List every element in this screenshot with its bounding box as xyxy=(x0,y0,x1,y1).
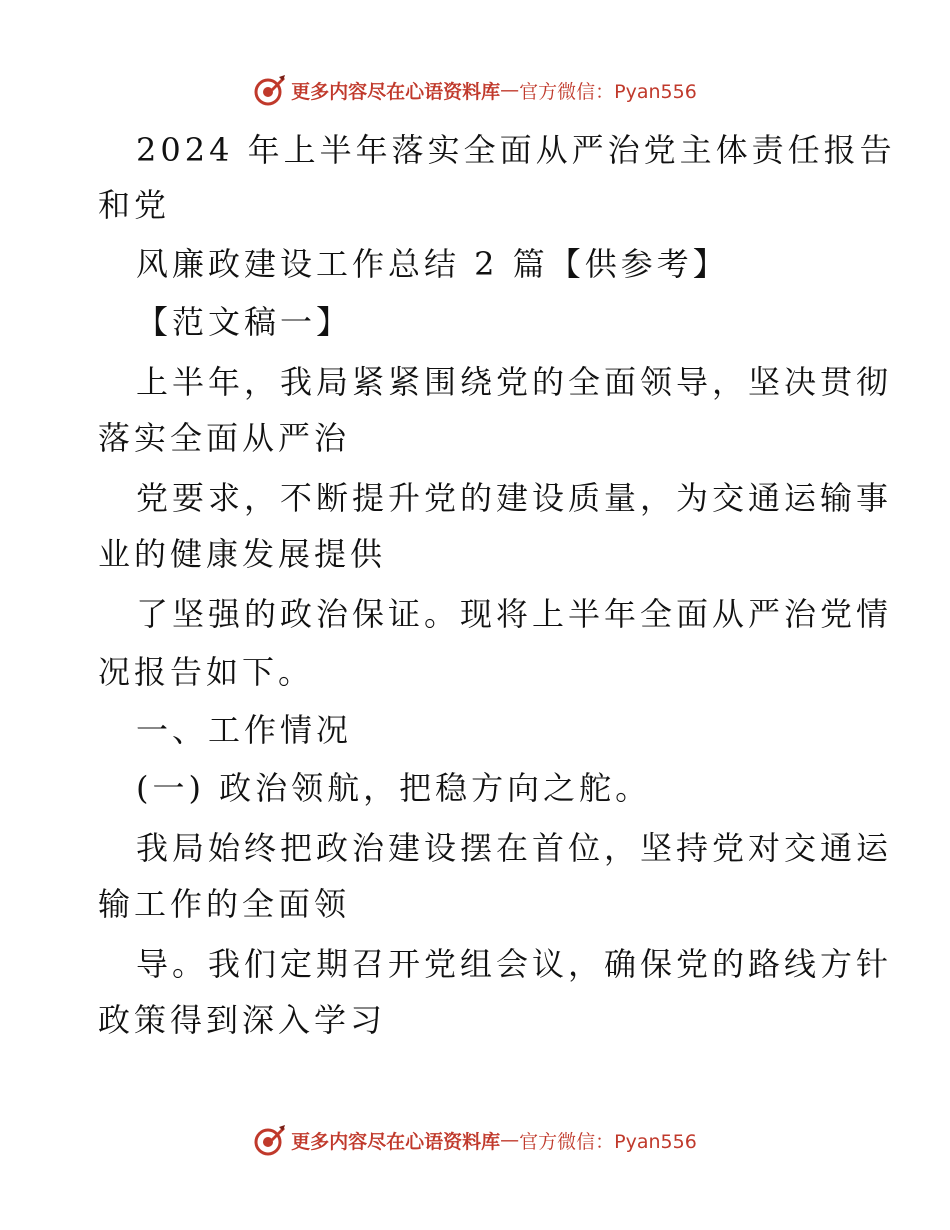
paragraph-line: 况报告如下。 xyxy=(98,653,315,691)
paragraph-line: 业的健康发展提供 xyxy=(98,535,387,573)
title-line-1: 2024 年上半年落实全面从严治党主体责任报告 xyxy=(136,131,896,169)
header-banner-text: 更多内容尽在心语资料库 xyxy=(291,80,501,103)
footer-banner-separator: — xyxy=(500,1129,520,1151)
paragraph-line: 上半年，我局紧紧围绕党的全面领导，坚决贯彻 xyxy=(136,363,893,401)
header-banner-separator: — xyxy=(500,79,520,101)
paragraph-line: 落实全面从严治 xyxy=(98,419,351,457)
footer-banner-text: 更多内容尽在心语资料库 xyxy=(291,1130,501,1153)
header-banner-contact: 官方微信：Pyan556 xyxy=(519,80,697,103)
title-line-2: 和党 xyxy=(98,186,171,224)
paragraph-line: 我局始终把政治建设摆在首位，坚持党对交通运 xyxy=(136,829,893,867)
pen-nib-logo-icon xyxy=(253,73,287,107)
header-banner xyxy=(0,70,950,110)
footer-banner-contact: 官方微信：Pyan556 xyxy=(519,1130,697,1153)
paragraph-line: 导。我们定期召开党组会议，确保党的路线方针 xyxy=(136,945,893,983)
paragraph-line: 党要求，不断提升党的建设质量，为交通运输事 xyxy=(136,479,893,517)
title-line-3: 风廉政建设工作总结 2 篇【供参考】 xyxy=(136,245,729,283)
pen-nib-logo-icon xyxy=(253,1123,287,1157)
paragraph-line: 输工作的全面领 xyxy=(98,885,351,923)
heading-line: 一、工作情况 xyxy=(136,711,353,749)
subheading-line: (一) 政治领航，把稳方向之舵。 xyxy=(136,769,652,807)
section-label: 【范文稿一】 xyxy=(136,303,353,341)
paragraph-line: 了坚强的政治保证。现将上半年全面从严治党情 xyxy=(136,595,893,633)
paragraph-line: 政策得到深入学习 xyxy=(98,1001,387,1039)
footer-banner xyxy=(0,1120,950,1160)
